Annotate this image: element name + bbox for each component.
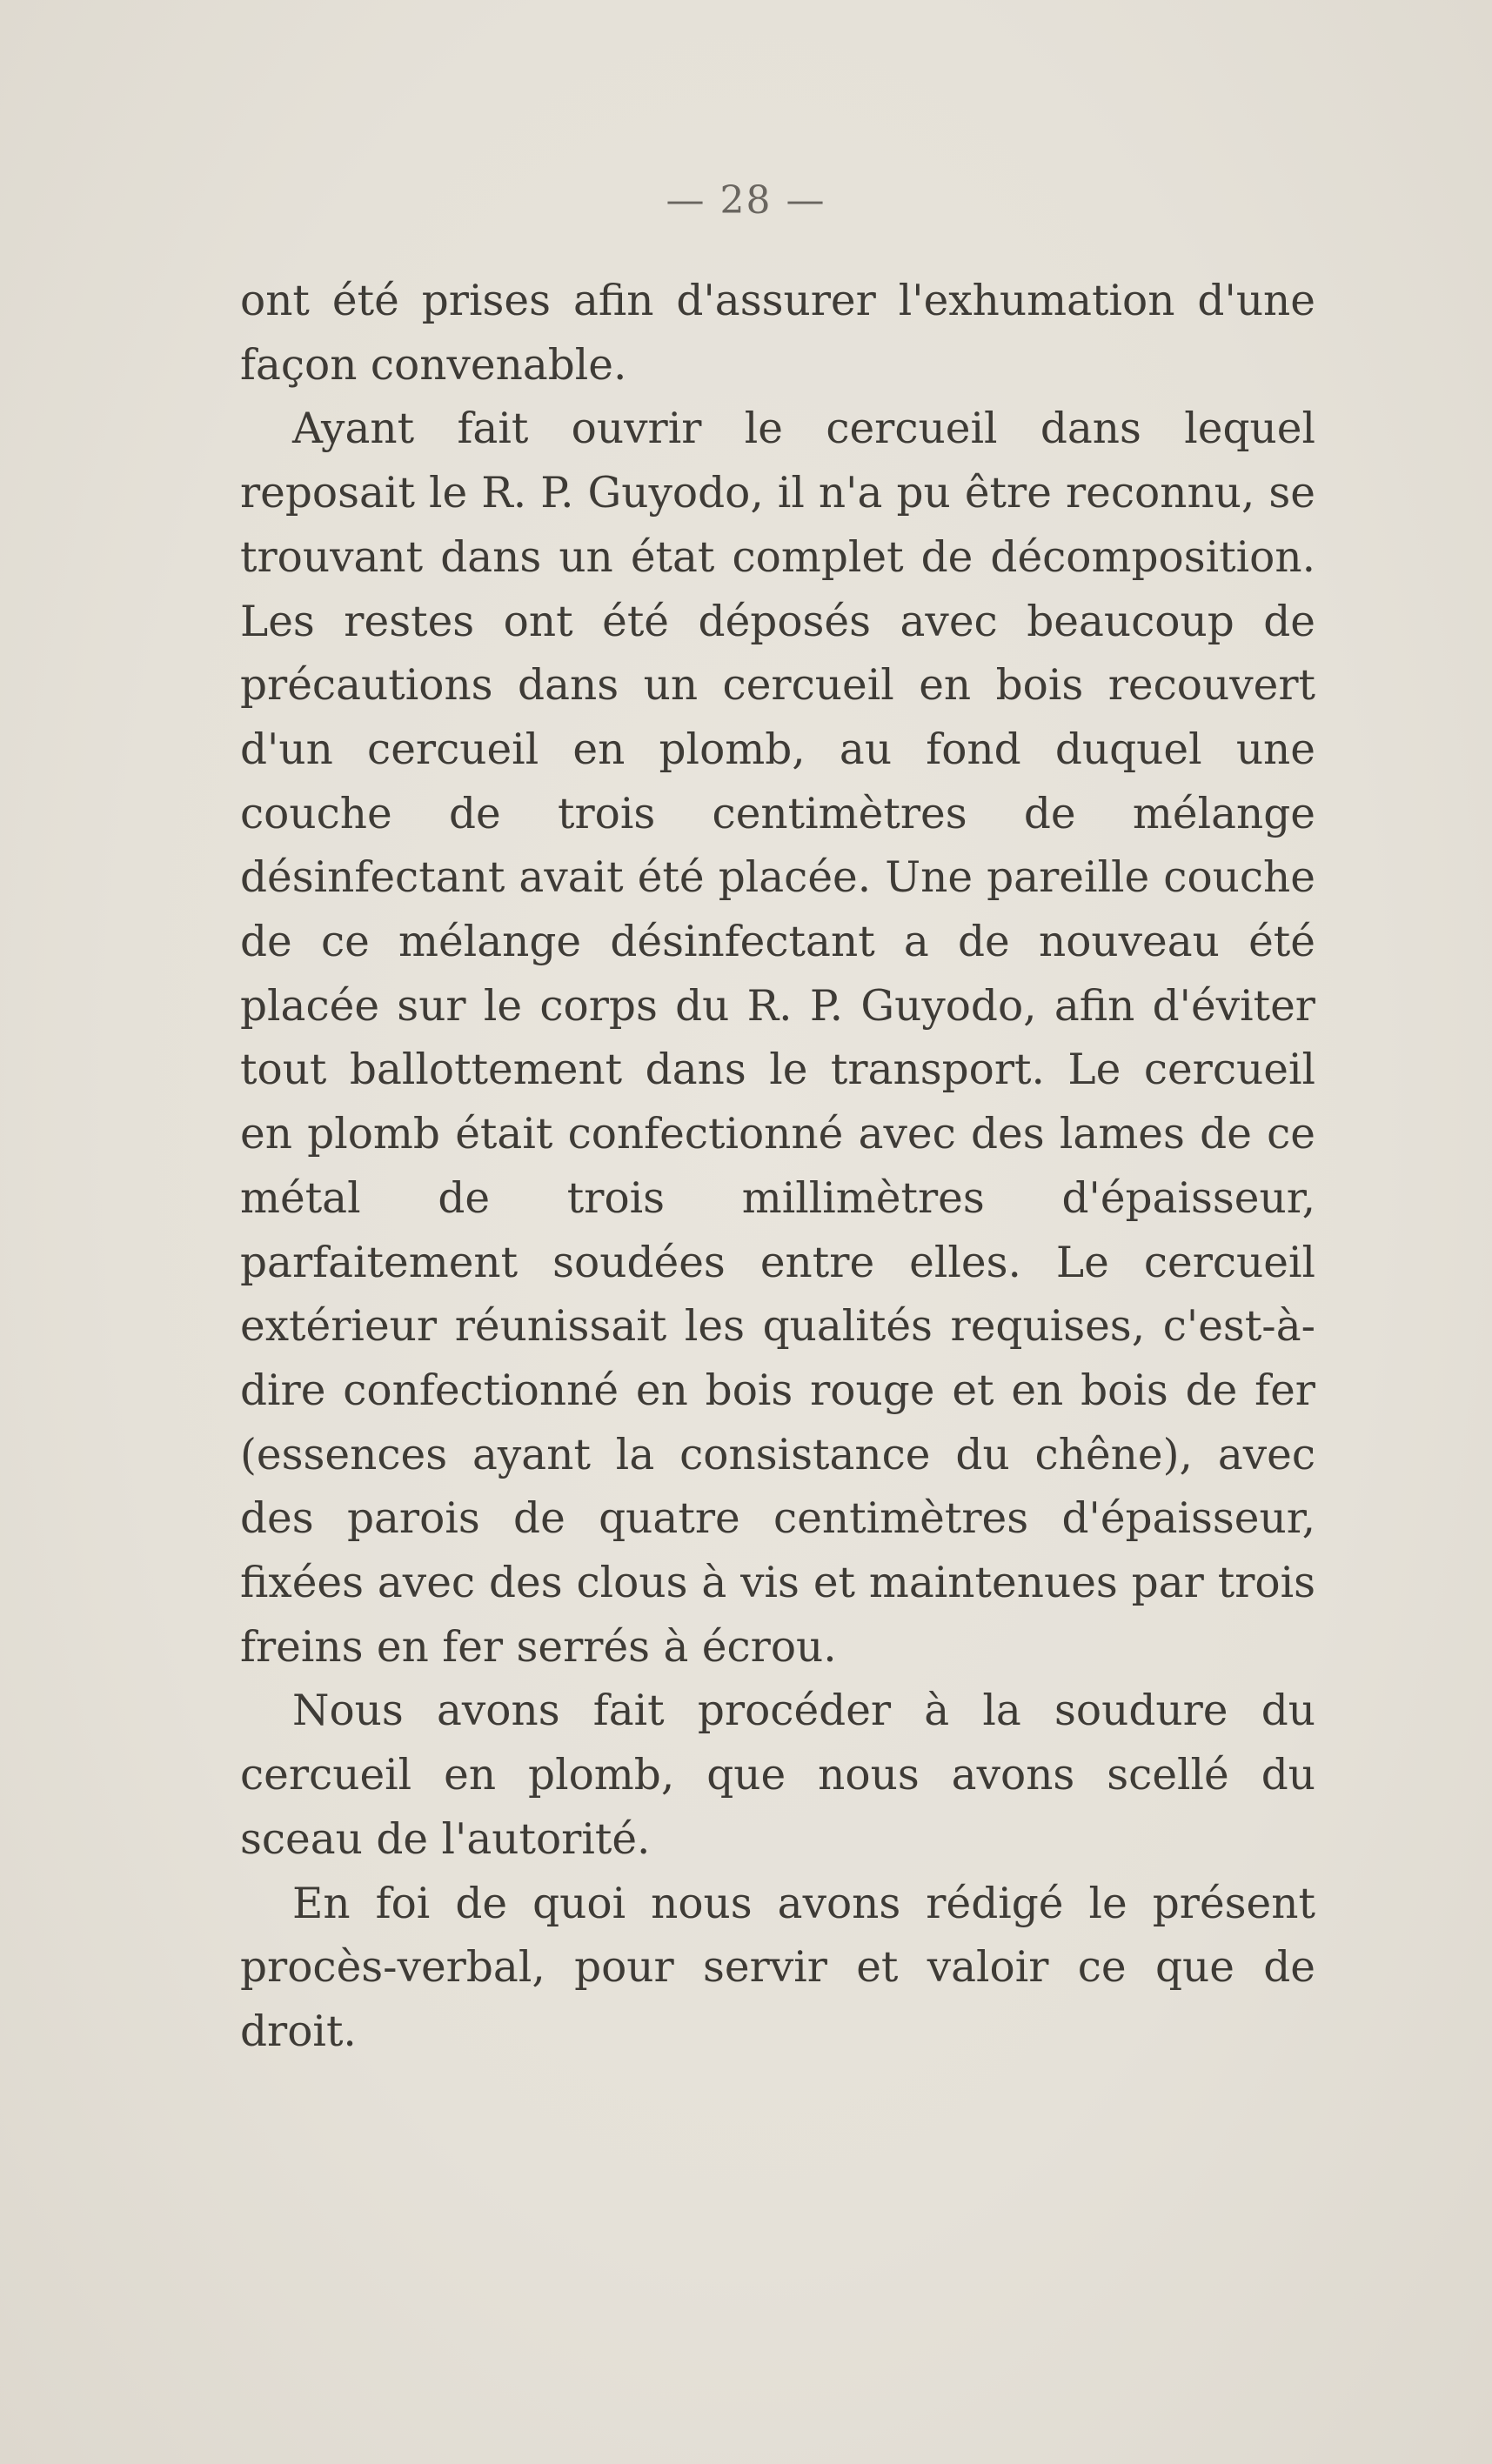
paragraph-closing: En foi de quoi nous avons rédigé le présent procès-verbal, pour servir et valoir ce que de droit. <box>240 1879 1315 2056</box>
paragraph-exhumation-details: Ayant fait ouvrir le cercueil dans lequel reposait le R. P. Guyodo, il n'a pu être reconnu, se trouvant dans un état complet de décomposition. Les restes ont été déposés avec beaucoup de précautions dans un cercueil en bois recouvert d'un cercueil en plomb, au fond duquel une couche de trois centimètres de mélange désinfectant avait été placée. Une pareille couche de ce mélange désinfectant a de nouveau été placée sur le corps du R. P. Guyodo, afin d'éviter tout ballottement dans le transport. Le cercueil en plomb était confectionné avec des lames de ce métal de trois millimètres d'épaisseur, parfaitement soudées entre elles. Le cercueil extérieur réunissait les qualités requises, c'est-à-dire confectionné en bois rouge et en bois de fer (essences ayant la consistance du chêne), avec des parois de quatre centimètres d'épaisseur, fixées avec des clous à vis et maintenues par trois freins en fer serrés à écrou. <box>240 404 1315 1672</box>
page-number: — 28 — <box>666 178 826 223</box>
body-text <box>240 270 1315 2065</box>
paragraph-soldering: Nous avons fait procéder à la soudure du cercueil en plomb, que nous avons scellé du sceau de l'autorité. <box>240 1686 1315 1864</box>
paragraph-continuation: ont été prises afin d'assurer l'exhumation d'une façon convenable. <box>240 277 1315 390</box>
